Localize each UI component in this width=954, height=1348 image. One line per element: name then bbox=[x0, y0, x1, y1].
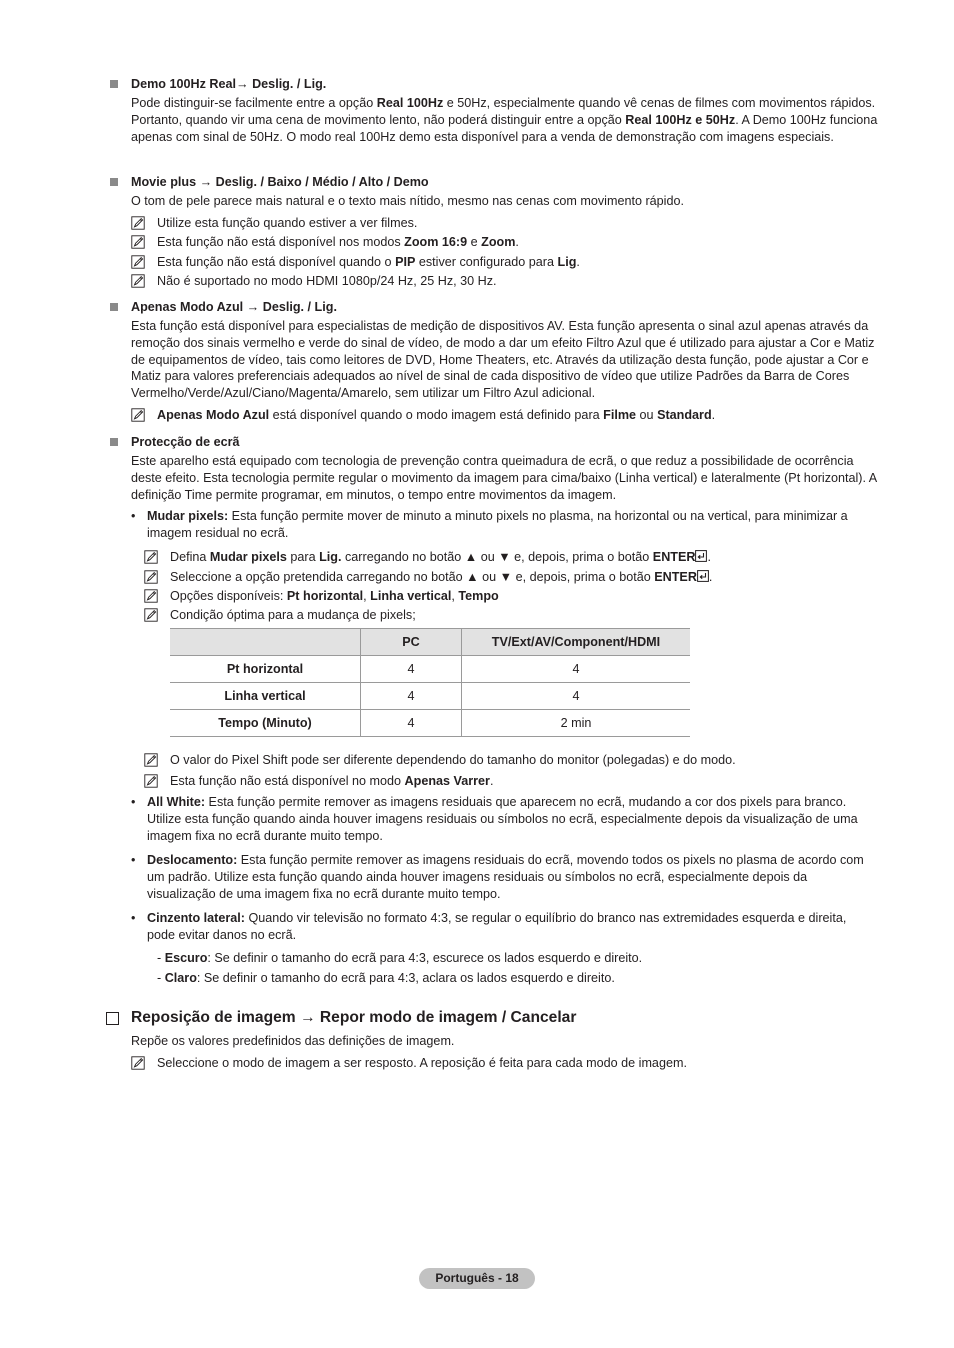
section-heading: Movie plus → Deslig. / Baixo / Médio / Alto / Demo bbox=[131, 175, 429, 189]
text: . bbox=[489, 774, 494, 788]
bold-text: Mudar pixels bbox=[209, 550, 287, 564]
text: . bbox=[708, 570, 713, 584]
dash-mark: - bbox=[157, 971, 162, 985]
bullet-text bbox=[147, 910, 877, 944]
bold-text: Apenas Modo Azul bbox=[157, 408, 270, 422]
enter-icon bbox=[695, 550, 707, 562]
section-heading: Demo 100Hz Real→ Deslig. / Lig. bbox=[131, 77, 327, 91]
table-cell: 4 bbox=[361, 710, 462, 737]
text: estiver configurado para bbox=[415, 255, 558, 269]
square-bullet-icon bbox=[110, 178, 118, 186]
bold-text: Lig. bbox=[319, 550, 342, 564]
text: Pode distinguir-se facilmente entre a opção bbox=[131, 96, 377, 110]
note-text: Não é suportado no modo HDMI 1080p/24 Hz, 25 Hz, 30 Hz. bbox=[157, 274, 497, 288]
note-text bbox=[157, 254, 580, 271]
bullet-text bbox=[147, 852, 877, 902]
square-bullet-icon bbox=[110, 438, 118, 446]
table-cell: 4 bbox=[462, 683, 691, 710]
dash-mark: - bbox=[157, 951, 162, 965]
bold-text: ENTER bbox=[654, 570, 697, 584]
note-text: Utilize esta função quando estiver a ver filmes. bbox=[157, 216, 418, 230]
bold-text: Pt horizontal bbox=[286, 589, 364, 603]
text: , bbox=[451, 589, 459, 603]
note-icon bbox=[131, 235, 145, 249]
table-row bbox=[170, 710, 690, 737]
square-bullet-icon bbox=[110, 303, 118, 311]
text: : Se definir o tamanho do ecrã para 4:3, escurece os lados esquerdo e direito. bbox=[207, 951, 643, 965]
bold-text: PIP bbox=[395, 255, 416, 269]
note-text bbox=[170, 549, 711, 566]
text: : Se definir o tamanho do ecrã para 4:3, aclara os lados esquerdo e direito. bbox=[196, 971, 615, 985]
note-icon bbox=[131, 216, 145, 230]
row-label: Tempo (Minuto) bbox=[170, 710, 361, 737]
table-row bbox=[170, 683, 690, 710]
bold-text: Zoom 16:9 bbox=[404, 235, 468, 249]
note-icon bbox=[144, 608, 158, 622]
bold-text: Escuro bbox=[164, 951, 208, 965]
section-paragraph: Esta função está disponível para especialistas de medição de dispositivos AV. Esta função apresenta o sinal azul apenas através da remoção dos sinais vermelho e verde do sinal de vídeo, de modo a dar um efeito Filtro Azul que é utilizado para ajustar a Cor e Matiz de equipamentos de vídeo, tais como leitores de DVD, Home Theaters, etc. Através da utilização desta função, pode ajustar a Cor e Matiz para valores preferenciais adequados ao nível de sinal de cada dispositivo de vídeo que utilize Padrões da Barra de Cores Vermelho/Verde/Azul/Ciano/Magenta/Amarelo, sem utilizar um Filtro Azul adicional. bbox=[131, 319, 875, 401]
table-cell: 2 min bbox=[462, 710, 691, 737]
note-icon bbox=[144, 753, 158, 767]
note-icon bbox=[144, 774, 158, 788]
text: . bbox=[576, 255, 580, 269]
text: Esta função não está disponível nos modos bbox=[157, 235, 405, 249]
text: para bbox=[286, 550, 320, 564]
text: Quando vir televisão no formato 4:3, se regular o equilíbrio do branco nas extremidades esquerda e direita, pode evitar danos no ecrã. bbox=[147, 911, 847, 942]
note-icon bbox=[144, 589, 158, 603]
table-header-row bbox=[170, 629, 690, 656]
note-icon bbox=[144, 550, 158, 564]
bold-text: Filme bbox=[603, 408, 637, 422]
bullet-label: Cinzento lateral: bbox=[147, 911, 245, 925]
bold-text: Real 100Hz bbox=[376, 96, 444, 110]
row-label: Pt horizontal bbox=[170, 656, 361, 683]
text: ou bbox=[636, 408, 658, 422]
text: carregando no botão ▲ ou ▼ e, depois, prima o botão bbox=[341, 550, 653, 564]
bullet-label: Mudar pixels: bbox=[147, 509, 229, 523]
note-icon bbox=[131, 274, 145, 288]
checkbox-square-icon bbox=[106, 1012, 119, 1025]
table-header bbox=[170, 629, 361, 656]
bullet-dot: • bbox=[131, 509, 136, 523]
text: , bbox=[363, 589, 371, 603]
text: Esta função não está disponível no modo bbox=[170, 774, 405, 788]
section-paragraph: O tom de pele parece mais natural e o texto mais nítido, mesmo nas cenas com movimento rápido. bbox=[131, 194, 684, 208]
text: Opções disponíveis: bbox=[170, 589, 287, 603]
bullet-text bbox=[147, 794, 877, 844]
table-cell: 4 bbox=[462, 656, 691, 683]
bullet-dot: • bbox=[131, 795, 136, 809]
note-text bbox=[157, 407, 715, 424]
table-row bbox=[170, 656, 690, 683]
text: e bbox=[467, 235, 482, 249]
bold-text: Standard bbox=[657, 408, 712, 422]
section-paragraph bbox=[131, 95, 881, 145]
note-icon bbox=[131, 255, 145, 269]
bullet-text bbox=[147, 508, 877, 542]
text: Esta função permite remover as imagens residuais que aparecem no ecrã, mudando a cor dos pixels para branco. Utilize esta função quando ainda houver imagens residuais ou símbolos no ecrã, especialmente depois da visualização de uma imagem fixa no ecrã durante muito tempo. bbox=[147, 795, 858, 843]
note-text bbox=[170, 569, 712, 586]
row-label: Linha vertical bbox=[170, 683, 361, 710]
bullet-label: Deslocamento: bbox=[147, 853, 238, 867]
note-icon bbox=[131, 1056, 145, 1070]
table-header: TV/Ext/AV/Component/HDMI bbox=[462, 629, 691, 656]
bold-text: Lig bbox=[557, 255, 577, 269]
square-bullet-icon bbox=[110, 80, 118, 88]
note-text: O valor do Pixel Shift pode ser diferente dependendo do tamanho do monitor (polegadas) e do modo. bbox=[170, 753, 736, 767]
text: Esta função permite mover de minuto a minuto pixels no plasma, na horizontal ou na vertical, para minimizar a imagem residual no ecrã. bbox=[147, 509, 848, 540]
dash-item-escuro bbox=[157, 950, 642, 967]
section-heading: Apenas Modo Azul → Deslig. / Lig. bbox=[131, 300, 337, 314]
text: . bbox=[515, 235, 519, 249]
bold-text: Tempo bbox=[458, 589, 499, 603]
text: . A Demo 100Hz funciona apenas com sinal de 50Hz. O modo real 100Hz demo esta disponível para a venda de demonstração com imagens especiais. bbox=[131, 112, 878, 144]
bold-text: Real 100Hz e 50Hz bbox=[625, 112, 736, 127]
text: . bbox=[711, 408, 716, 422]
bold-text: Linha vertical bbox=[370, 589, 452, 603]
bullet-label: All White: bbox=[147, 795, 206, 809]
bullet-dot: • bbox=[131, 853, 136, 867]
note-icon bbox=[131, 408, 145, 422]
bold-text: Zoom bbox=[481, 235, 516, 249]
note-text: Seleccione o modo de imagem a ser resposto. A reposição é feita para cada modo de imagem. bbox=[157, 1056, 687, 1070]
text: . bbox=[707, 550, 711, 564]
section-paragraph: Repõe os valores predefinidos das definições de imagem. bbox=[131, 1034, 455, 1048]
text: está disponível quando o modo imagem está definido para bbox=[269, 408, 604, 422]
pixel-shift-table bbox=[170, 628, 690, 737]
note-icon bbox=[144, 570, 158, 584]
text: Esta função permite remover as imagens residuais do ecrã, movendo todos os pixels no plasma de acordo com um padrão. Utilize esta função quando ainda houver imagens residuais ou símbolos no ecrã, especialmente depois da visualização de uma imagem fixa no ecrã durante muito tempo. bbox=[147, 853, 864, 901]
bullet-dot: • bbox=[131, 911, 136, 925]
text: Esta função não está disponível quando o bbox=[157, 255, 396, 269]
enter-icon bbox=[697, 570, 709, 582]
bold-text: ENTER bbox=[652, 550, 696, 564]
bold-text: Apenas Varrer bbox=[404, 774, 490, 788]
text: Seleccione a opção pretendida carregando no botão ▲ ou ▼ e, depois, prima o botão bbox=[170, 570, 655, 584]
section-heading: Protecção de ecrã bbox=[131, 435, 240, 449]
text: Defina bbox=[170, 550, 210, 564]
dash-item-claro bbox=[157, 970, 615, 987]
bold-text: Claro bbox=[164, 971, 197, 985]
text: e 50Hz, especialmente quando vê cenas de filmes com movimentos rápidos. Portanto, quando vir uma cena de movimento lento, não poderá distinguir entre a opção bbox=[131, 96, 876, 127]
page-number-badge: Português - 18 bbox=[419, 1268, 535, 1289]
section-paragraph: Este aparelho está equipado com tecnologia de prevenção contra queimadura de ecrã, o que reduz a possibilidade de ocorrência deste efeito. Esta tecnologia permite regular o movimento da imagem para cima/baixo (Linha vertical) e lateralmente (Pt horizontal). A definição Time permite programar, em minutos, o tempo entre movimentos da imagem. bbox=[131, 454, 877, 502]
table-cell: 4 bbox=[361, 683, 462, 710]
subsection-heading: Reposição de imagem → Repor modo de imagem / Cancelar bbox=[131, 1009, 577, 1026]
table-cell: 4 bbox=[361, 656, 462, 683]
note-text: Condição óptima para a mudança de pixels; bbox=[170, 608, 416, 622]
note-text bbox=[157, 234, 519, 251]
note-text bbox=[170, 773, 493, 790]
table-header: PC bbox=[361, 629, 462, 656]
note-text bbox=[170, 588, 499, 605]
